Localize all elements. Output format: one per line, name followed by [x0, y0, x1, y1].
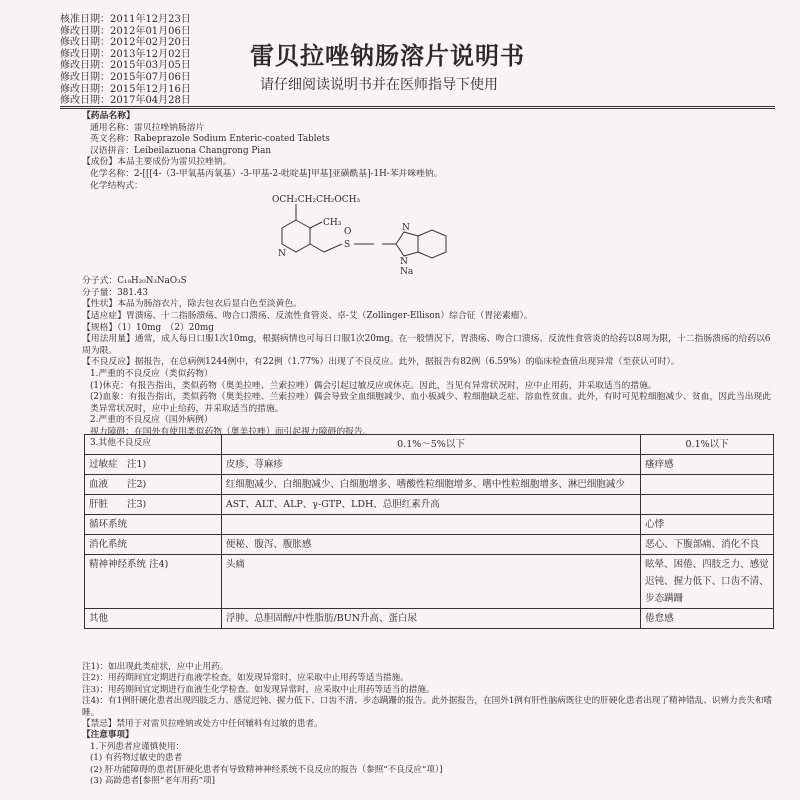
document-subtitle: 请仔细阅读说明书并在医师指导下使用: [260, 77, 498, 93]
revision-date: 核准日期：2011年12月23日: [60, 14, 191, 25]
adverse-blood: (2)血象：有报告指出，类似药物（奥美拉唑、兰索拉唑）偶会导致全血细胞减少、血小板减少、粒细胞缺乏症、溶血性贫血。此外，有时可见粒细胞减少、贫血，因此当出现此类异常状况时，应中止给药，并采取适当的措施。: [90, 392, 772, 414]
structure-imidazole-n: N: [400, 257, 408, 268]
table-row: [85, 475, 774, 495]
adverse-shock: (1)休克：有报告指出，类似药物（奥美拉唑、兰索拉唑）偶会引起过敏反应或休克。因此，当见有异常状况时，应中止用药，并采取适当的措施。: [90, 380, 657, 391]
table-cell: 精神神经系统 注4): [85, 555, 222, 609]
table-cell: 其他: [85, 609, 222, 629]
chemical-name: 化学名称：2-[[[4-（3-甲氧基丙氧基）-3-甲基-2-吡啶基]甲基]亚磺酰基]-1H-苯并咪唑钠。: [90, 168, 443, 179]
revision-date: 修改日期：2012年01月06日: [60, 25, 191, 37]
table-header-row: [85, 435, 774, 455]
table-cell: 红细胞减少、白细胞减少、白细胞增多、嗜酸性粒细胞增多、嗜中性粒细胞增多、淋巴细胞减少: [221, 475, 640, 495]
table-cell: 眩晕、困倦、四肢乏力、感觉迟钝、握力低下、口齿不清、步态蹒跚: [641, 555, 774, 609]
table-row: [85, 555, 774, 609]
table-cell: 恶心、下腹部痛、消化不良: [641, 535, 774, 555]
chemical-structure: [82, 192, 777, 276]
pinyin-name: 汉语拼音：Leibeilazuona Changrong Pian: [90, 145, 272, 156]
table-cell: 便秘、腹泻、腹胀感: [221, 535, 640, 555]
adverse-vision: 视力障碍：在国外有使用类似药物（奥美拉唑）而引起视力障碍的报告。: [90, 426, 372, 437]
adverse-intro: 【不良反应】据报告，在总病例1244例中，有22例（1.77%）出现了不良反应。此外，据报告有82例（6.59%）的临床检查值出现异常（至获认可时）。: [82, 357, 680, 368]
table-cell: AST、ALT、ALP、γ-GTP、LDH、总胆红素升高: [221, 495, 640, 515]
generic-name: 通用名称：雷贝拉唑钠肠溶片: [90, 122, 205, 133]
table-cell: 过敏症 注1): [85, 455, 222, 475]
table-cell: 消化系统: [85, 535, 222, 555]
footnote: 注2)：用药期间宜定期进行血液学检查。如发现异常时，应采取中止用药等适当措施。: [82, 673, 409, 684]
table-row: [85, 535, 774, 555]
revision-date: 修改日期：2015年03月05日: [60, 60, 191, 72]
precautions-list-item: (3) 高龄患者[参照“老年用药”项]: [90, 776, 215, 787]
table-row: [85, 609, 774, 629]
adverse-section-1: 1.严重的不良反应（类似药物）: [90, 368, 213, 379]
table-cell: 循环系统: [85, 515, 222, 535]
table-cell: 瘙痒感: [641, 455, 774, 475]
table-cell: 肝脏 注3): [85, 495, 222, 515]
precautions-list-item: (1) 有药物过敏史的患者: [90, 753, 183, 764]
adverse-section-3: 3.其他不良反应: [90, 438, 152, 449]
structure-methyl: CH₃: [323, 218, 342, 229]
table-header-cell: 0.1%～5%以下: [221, 435, 640, 455]
header-divider: [60, 106, 775, 107]
revision-date: 修改日期：2013年12月02日: [60, 48, 191, 60]
structure-label: 化学结构式：: [90, 180, 143, 191]
header-divider: [60, 108, 775, 109]
precautions-list-item: (2) 肝功能障碍的患者[肝硬化患者有导致精神神经系统不良反应的报告（参照“不良反应”项）]: [90, 764, 443, 775]
revision-date: 修改日期：2017年04月28日: [60, 95, 191, 107]
table-row: [85, 495, 774, 515]
molecular-weight: 分子量：381.43: [82, 287, 148, 298]
table-cell: 头痛: [221, 555, 640, 609]
contraindications: 【禁忌】禁用于对雷贝拉唑钠或处方中任何辅料有过敏的患者。: [82, 719, 323, 730]
table-row: [85, 455, 774, 475]
structure-oxygen: O: [344, 227, 352, 238]
section-heading-drug-name: 【药品名称】: [82, 111, 135, 121]
indications: 【适应症】胃溃疡、十二指肠溃疡、吻合口溃疡、反流性食管炎、卓-艾（Zollinger-Ellison）综合征（胃泌素瘤）。: [82, 310, 533, 321]
structure-sodium: Na: [400, 267, 414, 277]
document-title: 雷贝拉唑钠肠溶片说明书: [250, 41, 525, 70]
adverse-reaction-table: [84, 434, 774, 629]
table-header-cell: [85, 435, 222, 455]
revision-date: 修改日期：2015年12月16日: [60, 83, 191, 95]
english-name: 英文名称：Rabeprazole Sodium Enteric-coated Tablets: [90, 134, 330, 145]
dosage: 【用法用量】通常，成人每日口服1次10mg，根据病情也可每日口服1次20mg。在一般情况下，胃溃疡、吻合口溃疡、反流性食管炎的给药以8周为限，十二指肠溃疡的给药以6周为限。: [82, 334, 771, 356]
revision-dates: [60, 14, 191, 107]
properties: 【性状】本品为肠溶衣片，除去包衣后显白色至淡黄色。: [82, 299, 302, 310]
table-cell: [221, 515, 640, 535]
footnotes-and-precautions: [82, 662, 777, 787]
table-header-cell: 0.1%以下: [641, 435, 774, 455]
adverse-section-2: 2.严重的不良反应（国外病例）: [90, 415, 213, 426]
specification: 【规格】（1）10mg （2）20mg: [82, 322, 214, 333]
structure-diagram: [252, 192, 572, 276]
molecular-formula: 分子式：C₁₈H₂₀N₃NaO₃S: [82, 276, 187, 287]
revision-date: 修改日期：2012年02月20日: [60, 37, 191, 49]
table-cell: [641, 475, 774, 495]
revision-date: 修改日期：2015年07月06日: [60, 71, 191, 83]
precautions-item: 1.下列患者应谨慎使用：: [90, 741, 185, 752]
structure-sulfur: S: [344, 240, 351, 251]
table-row: [85, 515, 774, 535]
table-cell: 心悸: [641, 515, 774, 535]
footnote: 注3)：用药期间宜定期进行血液生化学检查。如发现异常时，应采取中止用药等适当的措施。: [82, 684, 435, 695]
precautions-heading: 【注意事项】: [82, 730, 134, 741]
document-body: [82, 111, 777, 450]
composition: 【成份】本品主要成份为雷贝拉唑钠。: [82, 157, 232, 168]
structure-pyridine-n: N: [278, 249, 286, 260]
table-cell: 皮疹、荨麻疹: [221, 455, 640, 475]
structure-imidazole-n: N: [402, 223, 410, 234]
table-cell: 血液 注2): [85, 475, 222, 495]
table-cell: [641, 495, 774, 515]
table-cell: 倦怠感: [641, 609, 774, 629]
footnote: 注4)：有1例肝硬化患者出现四肢乏力、感觉迟钝、握力低下、口齿不清、步态蹒跚的报告。此外据报告，在国外1例有肝性脑病既往史的肝硬化患者出现了精神错乱、识辨力丧失和嗜睡。: [82, 696, 773, 718]
structure-sidechain: OCH₂CH₂CH₂OCH₃: [272, 195, 361, 206]
footnote: 注1)：如出现此类症状，应中止用药。: [82, 662, 229, 672]
table-cell: 浮肿、总胆固醇/中性脂肪/BUN升高、蛋白尿: [221, 609, 640, 629]
